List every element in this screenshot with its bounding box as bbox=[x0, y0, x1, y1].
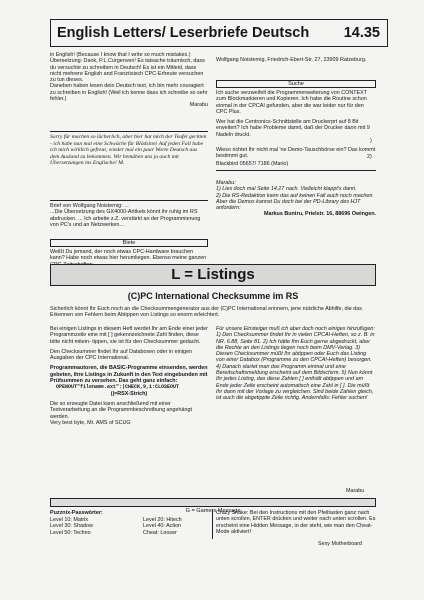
listings-left-signature: Very best byte, Mr. AMS of SCUG bbox=[50, 419, 131, 426]
column-divider bbox=[212, 509, 213, 539]
letter-column-left bbox=[50, 52, 208, 109]
suche-text: Ich suche verzweifelt die Programmerweiterung von CONTEXT zum Blockmarkieren und Kopieren. Ich habe die Routine schon einmal in der CPCAI gefunden, aber die war leider nur für den CPC Plus. bbox=[216, 90, 367, 115]
page-title: English Letters/ Leserbriefe Deutsch bbox=[57, 25, 310, 41]
letter-signature: Marabu bbox=[189, 102, 208, 109]
address-line: Wolfgang Noisternig, Friedrich-Ebert-Str. 27, 23909 Ratzeburg. bbox=[216, 57, 367, 63]
listings-banner bbox=[50, 264, 376, 286]
listings-right-text: Für unsere Einsteiger muß ich aber doch noch einiges hinzufügen: 1) Den Checksummer findet Ihr in vielen CPCAI-Heften, so z. B. in NR. 6.88, Seite 81. 2) Ich hätte Ihn Euch gerne abgedruckt, aber die Rechte an den Listings liegen noch beim DMV-Verlag. 3) Diesen Checksummer müßt Ihr abtippen oder Euch das Listing von einer Databox (Programme zu den CPCAI-Heften) besorgen. 4) Danach startet man das Programm einmal und eine Bereitschaftsmeldung erscheint auf dem Bildschirm. 5) Nun könnt Ihr jedes Listing, das diese Zahlen [ ] enthält abtippen und am Ende jeder Zeile erscheint automatisch eine Zahl in [ ]. Die müßt Ihr dann mit der Vorlage zu vergleichen. Sind beide Zahlen gleich, ist auch die abgetippte Zeile richtig. Andernfalls: Fehler suchen! bbox=[216, 326, 375, 402]
answer-heading: Marabu: bbox=[216, 180, 236, 186]
level-entry: Level 40: Action bbox=[143, 523, 182, 530]
levels-left bbox=[50, 517, 130, 536]
letter-text-3: Daneben haben lesen dein Deutsch text, ich bin mehr couragiert zu schreiben in English! (Weil ich kenne dass ich schreibe so sehr fehler.) bbox=[50, 83, 208, 103]
marabu-answer bbox=[216, 180, 376, 218]
biete-label: Biete bbox=[50, 239, 208, 247]
answer-2: 2) Die RS-Redaktion kann das auf keinen Fall auch noch machen. Aber die Demos kannst Du doch bei der PD-Library des HJT anfordern: bbox=[216, 192, 374, 212]
listings-right-signature: Marabu bbox=[346, 488, 365, 494]
answer-1: 1) Lies doch mal Seite 14.27 nach. Vielleicht klappt's dann. bbox=[216, 186, 357, 193]
listings-intro: Sicherlich könnt Ihr Euch noch an die Checksummengenerator aus der (C)PC International erinnern, jene nützliche Abhilfe, die das Erkennen von Fehlern beim Abtippen von Listings so enorm erleichtert. bbox=[50, 306, 362, 319]
editor-italic-note: Sorry für machen so lächerlich, aber hier hat mich der Teufel geritten - ich habe nun mal eine Schwäche für Blödsinn! Auf jeden Fall habe ich mich wirklich gefreut, wieder mal ein paar Worte Deutsch aus dem Ausland zu bekommen. Wir bemühen uns ja auch mit Übersetzungen ins Englische! M. bbox=[50, 134, 207, 167]
listings-left-p1: Bei einigen Listings in diesem Heft werdet Ihr am Ende einer jeder Programmzeile eine mit [ ] gekennzeichnete Zahl finden, diese bitte nicht mitein- tippen, sie ist für den Checksummer gedacht. bbox=[50, 326, 208, 345]
page-header bbox=[50, 19, 388, 47]
divider bbox=[216, 170, 376, 171]
question-1-marker: ) bbox=[370, 138, 372, 144]
level-entry: Cheat: Looser bbox=[143, 529, 177, 536]
crazy-snake-signature: Sexy Motherboard bbox=[318, 541, 363, 547]
listings-title: (C)PC International Checksumme im RS bbox=[127, 291, 299, 301]
listings-left-p3: Programmautoren, die BASIC-Programme einsenden, werden gebeten, ihre Listings in Zukunft in den Text eingebunden mit Prüfsummen zu versehen. Das geht ganz einfach: bbox=[50, 365, 208, 385]
puzznix-heading: Puzznix-Passwörter: bbox=[50, 510, 103, 516]
listings-left-column bbox=[50, 326, 208, 426]
crazy-snake-tip: Crazy Snake: Bei den Instructions mit den Pfeiltasten ganz nach unten scrollen, ENTER drücken und weiter nach unten scrollen. Es erscheint eine Hidden Message, in der steht, wie man den Cheat-Mode aktiviert! bbox=[216, 510, 376, 535]
brief-section bbox=[50, 203, 208, 228]
question-1: Wer hat die Centronics-Schnittstelle am Druckerprt auf 8 Bit erweitert? Ich habe Probleme damit, daß der Drucker dann mit 9 Nadeln druckt. bbox=[216, 119, 370, 138]
brief-body: ...Die Übersetzung des GX4000-Artikels könnt ihr ruhig im RS abdrucken. ... Ich arbeite z.Z. verstärkt an der Programmierung von PC's und an Netzwerken... bbox=[50, 209, 201, 228]
biete-text: Weißt Du jemand, der noch etwas CPC-Hardware brauchen kann? Habe noch etwas hier herumliegen. Ebenso meine ganzen bbox=[50, 249, 207, 262]
question-2: Wieso richtet Ihr nicht mal 'ne Demo-Tauschbörse ein? Das kommt bestimmt gut. bbox=[216, 147, 376, 160]
contact-line: Blackbird 05657/ 7186 (Mario) bbox=[216, 161, 289, 167]
page-number: 14.35 bbox=[343, 25, 380, 41]
suche-label: Suche bbox=[216, 80, 376, 88]
letter-text-2: Übersetzung: Dank, P.L.Curgenven! Es tatsache träumisch, dass du versuchte zu schreiben in Deutsch! Es ist ein Mitleid, dass nicht mehrere English and Französisch CPC-Erfreute versuchen zu tun dieses. bbox=[50, 58, 205, 84]
divider bbox=[50, 200, 208, 201]
level-entry: Level 10: Matrix bbox=[50, 517, 89, 523]
level-entry: Level 20: Hitech bbox=[143, 517, 182, 523]
brief-heading: Brief von Wolfgang Noisternig: ... bbox=[50, 203, 129, 209]
divider bbox=[50, 131, 208, 132]
level-entry: Level 50: Techno bbox=[50, 529, 91, 536]
question-2-marker: 2) bbox=[367, 154, 372, 160]
level-entry: Level 30: Shadow bbox=[50, 523, 93, 530]
code-line: OPENOUT"filename.axt":|CHECK,9,1:CLOSEOUT bbox=[56, 384, 180, 391]
gamers-banner-text: G = Gamers Message bbox=[185, 508, 241, 514]
listings-banner-text: L = Listings bbox=[171, 266, 255, 283]
answer-address: Markus Buntru, Prielstr. 16, 88696 Owingen. bbox=[263, 211, 376, 218]
code-note: (|=RSX-Strich) bbox=[110, 390, 148, 397]
levels-right bbox=[143, 517, 208, 536]
listings-left-p2: Den Checksummer findet Ihr auf Databoxen oder in einigen Ausgaben der CPC International. bbox=[50, 348, 193, 362]
letter-text-1: in English! (Because I know that I write so much mistakes.) bbox=[50, 52, 191, 58]
listings-left-p4: Die so erzeugte Datei kann anschließend mit einer Textverarbeitung an die Programmbeschreibung angehängt werden. bbox=[50, 400, 193, 420]
